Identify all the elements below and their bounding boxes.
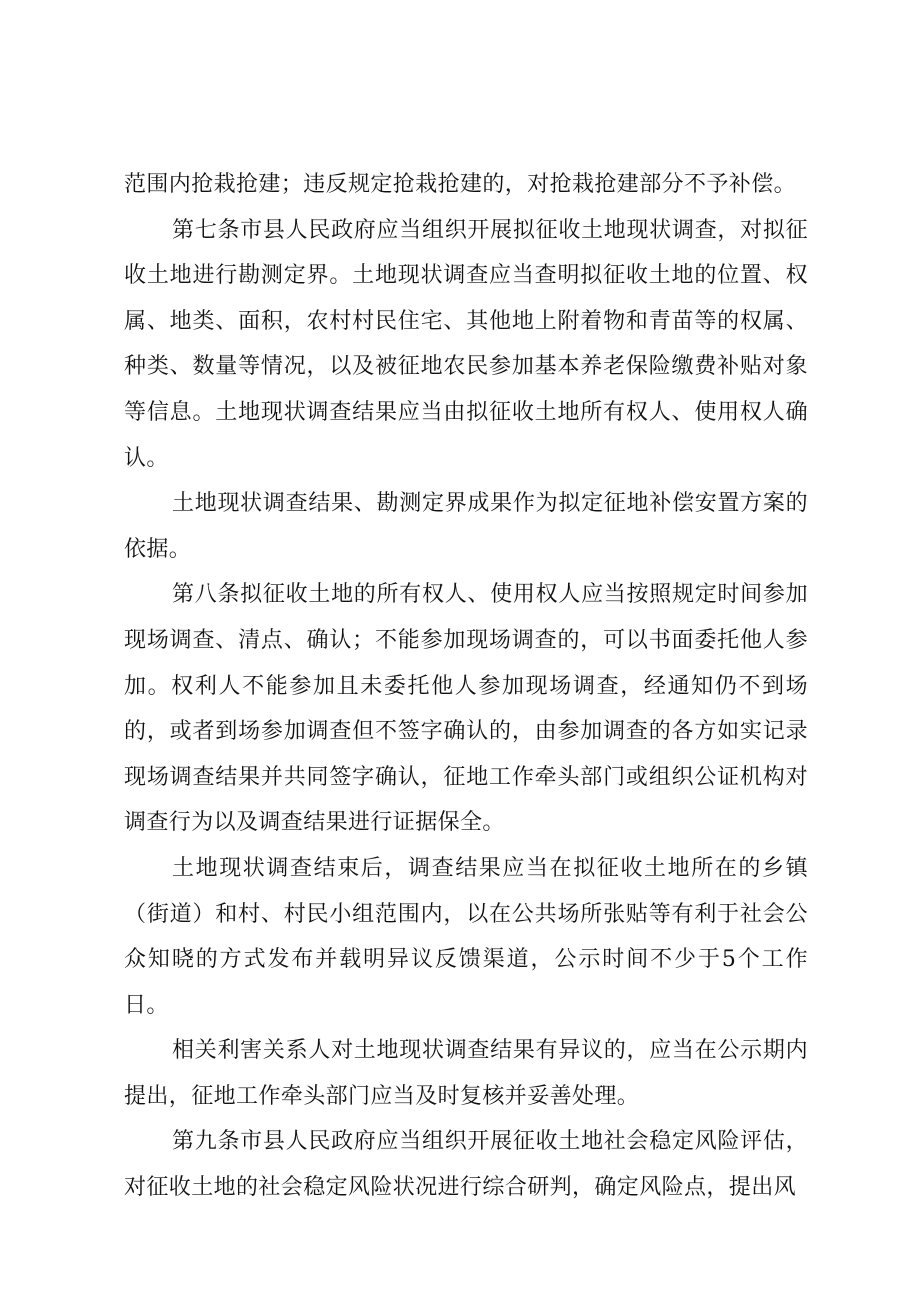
paragraph-article-9: 第九条市县人民政府应当组织开展征收土地社会稳定风险评估，对征收土地的社会稳定风险状况进行综合研判，确定风险点，提出风: [124, 1129, 808, 1201]
document-body: [124, 162, 808, 1211]
paragraph-survey-basis: 土地现状调查结果、勘测定界成果作为拟定征地补偿安置方案的依据。: [124, 491, 808, 562]
paragraph-article-8: 第八条拟征收土地的所有权人、使用权人应当按照规定时间参加现场调查、清点、确认；不能参加现场调查的，可以书面委托他人参加。权利人不能参加且未委托他人参加现场调查，经通知仍不到场的，或者到场参加调查但不签字确认的，由参加调查的各方如实记录现场调查结果并共同签字确认，征地工作牵头部门或组织公证机构对调查行为以及调查结果进行证据保全。: [124, 582, 808, 836]
paragraph-objections: 相关利害关系人对土地现状调查结果有异议的，应当在公示期内提出，征地工作牵头部门应当及时复核并妥善处理。: [124, 1038, 808, 1109]
paragraph-continuation: 范围内抢栽抢建；违反规定抢栽抢建的，对抢栽抢建部分不予补偿。: [124, 172, 797, 197]
paragraph-article-7: 第七条市县人民政府应当组织开展拟征收土地现状调查，对拟征收土地进行勘测定界。土地现状调查应当查明拟征收土地的位置、权属、地类、面积，农村村民住宅、其他地上附着物和青苗等的权属、种类、数量等情况，以及被征地农民参加基本养老保险缴费补贴对象等信息。土地现状调查结果应当由拟征收土地所有权人、使用权人确认。: [124, 217, 808, 471]
paragraph-public-notice: 土地现状调查结束后，调查结果应当在拟征收土地所在的乡镇（街道）和村、村民小组范围内，以在公共场所张贴等有利于社会公众知晓的方式发布并载明异议反馈渠道，公示时间不少于5个工作日。: [124, 855, 808, 1018]
